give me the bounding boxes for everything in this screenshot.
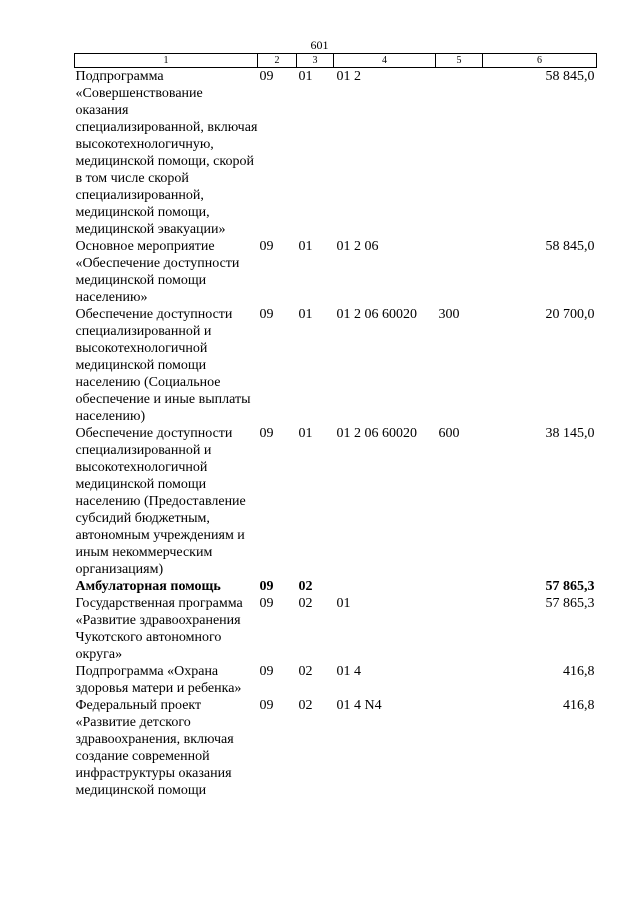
row-name: Государственная программа «Развитие здравоохранения Чукотского автономного округа» <box>75 596 243 662</box>
row-subsection: 02 <box>298 579 313 594</box>
row-section: 09 <box>259 69 274 84</box>
header-col-2: 2 <box>258 54 297 68</box>
row-name: Амбулаторная помощь <box>75 579 221 594</box>
row-expense-type <box>436 68 483 239</box>
row-subsection: 01 <box>298 239 313 254</box>
table-row <box>75 595 597 663</box>
row-name: Федеральный проект «Развитие детского здравоохранения, включая создание современной инфраструктуры оказания медицинской помощи <box>75 698 234 798</box>
row-name: Обеспечение доступности специализированной и высокотехнологичной медицинской помощи населению (Социальное обеспечение и иные выплаты населению) <box>75 307 251 424</box>
row-amount: 57 865,3 <box>545 579 595 594</box>
row-name: Обеспечение доступности специализированной и высокотехнологичной медицинской помощи населению (Предоставление субсидий бюджетным, автономным учреждениям и иным некоммерческим организациям) <box>75 426 246 577</box>
row-expense-type <box>436 697 483 799</box>
row-section: 09 <box>259 596 274 611</box>
table-row <box>75 663 597 697</box>
header-col-1: 1 <box>75 54 258 68</box>
row-amount: 58 845,0 <box>545 69 595 84</box>
row-expense-type <box>436 578 483 595</box>
row-target-article: 01 2 06 60020 <box>336 426 417 441</box>
row-name: Подпрограмма «Совершенствование оказания специализированной, включая высокотехнологичную, медицинской помощи, скорой в том числе скорой специализированной, медицинской помощи, медицинской эвакуации» <box>75 69 258 237</box>
table-row <box>75 697 597 799</box>
row-section: 09 <box>259 426 274 441</box>
row-section: 09 <box>259 579 274 594</box>
row-name: Основное мероприятие «Обеспечение доступности медицинской помощи населению» <box>75 239 240 305</box>
row-amount: 416,8 <box>563 698 595 713</box>
row-subsection: 01 <box>298 69 313 84</box>
row-target-article: 01 4 <box>336 664 361 679</box>
row-expense-type: 300 <box>438 307 460 322</box>
table-row <box>75 68 597 239</box>
header-col-3: 3 <box>297 54 334 68</box>
budget-table <box>74 53 597 799</box>
row-amount: 57 865,3 <box>545 596 595 611</box>
row-amount: 20 700,0 <box>545 307 595 322</box>
header-col-5: 5 <box>436 54 483 68</box>
row-expense-type <box>436 238 483 306</box>
row-section: 09 <box>259 698 274 713</box>
row-target-article: 01 4 N4 <box>336 698 382 713</box>
row-subsection: 01 <box>298 426 313 441</box>
row-target-article: 01 <box>336 596 351 611</box>
table-row-section-total <box>75 578 597 595</box>
row-target-article: 01 2 06 60020 <box>336 307 417 322</box>
row-subsection: 02 <box>298 664 313 679</box>
row-expense-type <box>436 663 483 697</box>
row-section: 09 <box>259 307 274 322</box>
row-subsection: 02 <box>298 596 313 611</box>
table-row <box>75 238 597 306</box>
row-section: 09 <box>259 239 274 254</box>
row-section: 09 <box>259 664 274 679</box>
row-amount: 38 145,0 <box>545 426 595 441</box>
header-row <box>75 54 597 68</box>
row-target-article: 01 2 06 <box>336 239 379 254</box>
page-number: 601 <box>310 38 329 52</box>
header-col-4: 4 <box>334 54 436 68</box>
table-body <box>75 68 597 800</box>
table-header <box>75 54 597 68</box>
row-subsection: 02 <box>298 698 313 713</box>
header-col-6: 6 <box>483 54 597 68</box>
row-amount: 416,8 <box>563 664 595 679</box>
table-row <box>75 425 597 578</box>
row-expense-type <box>436 595 483 663</box>
row-name: Подпрограмма «Охрана здоровья матери и ребенка» <box>75 664 242 696</box>
row-amount: 58 845,0 <box>545 239 595 254</box>
row-target-article: 01 2 <box>336 69 361 84</box>
table-row <box>75 306 597 425</box>
row-expense-type: 600 <box>438 426 460 441</box>
row-target-article <box>334 578 436 595</box>
row-subsection: 01 <box>298 307 313 322</box>
